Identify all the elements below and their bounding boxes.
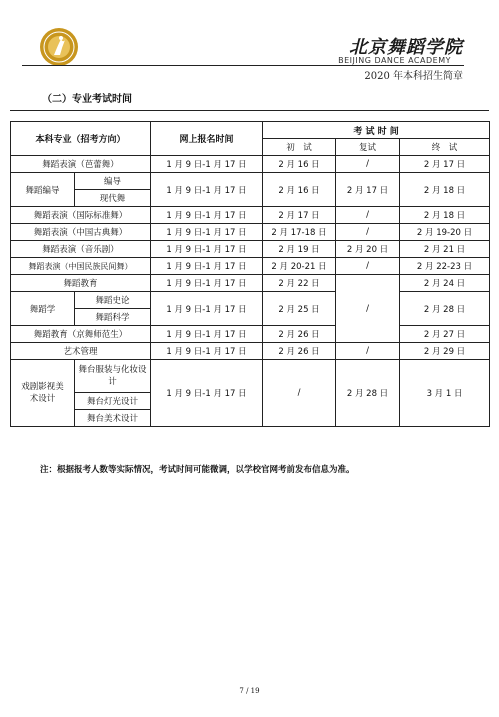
table-row — [11, 360, 490, 393]
online-cell: 1 月 9 日-1 月 17 日 — [151, 258, 263, 275]
table-row — [11, 258, 490, 275]
major-cell: 舞蹈表演（中国古典舞） — [11, 224, 151, 241]
final-exam-cell: 2 月 19-20 日 — [400, 224, 490, 241]
first-exam-cell: 2 月 19 日 — [263, 241, 336, 258]
online-cell: 1 月 9 日-1 月 17 日 — [151, 360, 263, 427]
direction-cell: 舞蹈科学 — [75, 309, 151, 326]
first-exam-cell: 2 月 16 日 — [263, 173, 336, 207]
online-cell: 1 月 9 日-1 月 17 日 — [151, 343, 263, 360]
header-exam: 考 试 时 间 — [263, 122, 490, 139]
brochure-title: 2020 年本科招生简章 — [364, 71, 463, 82]
major-cell: 舞蹈表演（芭蕾舞） — [11, 156, 151, 173]
header-final: 终 试 — [400, 139, 490, 156]
major-cell: 艺术管理 — [11, 343, 151, 360]
final-exam-cell: 2 月 27 日 — [400, 326, 490, 343]
brand-name-cn: 北京舞蹈学院 — [349, 37, 463, 58]
header-second: 复试 — [336, 139, 400, 156]
final-exam-cell: 2 月 24 日 — [400, 275, 490, 292]
header-online: 网上报名时间 — [151, 122, 263, 156]
major-cell: 舞蹈学 — [11, 292, 75, 326]
major-cell: 舞蹈教育 — [11, 275, 151, 292]
online-cell: 1 月 9 日-1 月 17 日 — [151, 326, 263, 343]
direction-cell: 舞台美术设计 — [75, 410, 151, 427]
table-row — [11, 207, 490, 224]
second-exam-cell: / — [336, 343, 400, 360]
major-cell: 戏剧影视美术设计 — [11, 360, 75, 427]
direction-cell: 舞台服装与化妆设计 — [75, 360, 151, 393]
first-exam-cell: 2 月 16 日 — [263, 156, 336, 173]
first-exam-cell: 2 月 20-21 日 — [263, 258, 336, 275]
online-cell: 1 月 9 日-1 月 17 日 — [151, 224, 263, 241]
header-first: 初 试 — [263, 139, 336, 156]
second-exam-cell: 2 月 17 日 — [336, 173, 400, 207]
direction-cell: 编导 — [75, 173, 151, 190]
final-exam-cell: 2 月 18 日 — [400, 207, 490, 224]
online-cell: 1 月 9 日-1 月 17 日 — [151, 292, 263, 326]
online-cell: 1 月 9 日-1 月 17 日 — [151, 156, 263, 173]
major-cell: 舞蹈表演（国际标准舞） — [11, 207, 151, 224]
first-exam-cell: 2 月 26 日 — [263, 343, 336, 360]
table-row — [11, 343, 490, 360]
table-row — [11, 224, 490, 241]
first-exam-cell: / — [263, 360, 336, 427]
second-exam-cell: / — [336, 275, 400, 343]
header-divider — [22, 65, 464, 66]
exam-schedule-table — [10, 121, 490, 427]
final-exam-cell: 3 月 1 日 — [400, 360, 490, 427]
table-row — [11, 326, 490, 343]
second-exam-cell: / — [336, 224, 400, 241]
final-exam-cell: 2 月 17 日 — [400, 156, 490, 173]
page-number: 7 / 19 — [239, 687, 260, 695]
table-row — [11, 156, 490, 173]
major-cell: 舞蹈教育（京舞师范生） — [11, 326, 151, 343]
first-exam-cell: 2 月 22 日 — [263, 275, 336, 292]
table-row — [11, 173, 490, 190]
final-exam-cell: 2 月 22-23 日 — [400, 258, 490, 275]
final-exam-cell: 2 月 28 日 — [400, 292, 490, 326]
final-exam-cell: 2 月 29 日 — [400, 343, 490, 360]
section-title: （二）专业考试时间 — [42, 94, 132, 105]
first-exam-cell: 2 月 25 日 — [263, 292, 336, 326]
major-cell: 舞蹈编导 — [11, 173, 75, 207]
direction-cell: 现代舞 — [75, 190, 151, 207]
second-exam-cell: / — [336, 156, 400, 173]
first-exam-cell: 2 月 17-18 日 — [263, 224, 336, 241]
direction-cell: 舞台灯光设计 — [75, 393, 151, 410]
second-exam-cell: / — [336, 258, 400, 275]
academy-logo-icon — [39, 27, 79, 67]
direction-cell: 舞蹈史论 — [75, 292, 151, 309]
online-cell: 1 月 9 日-1 月 17 日 — [151, 241, 263, 258]
first-exam-cell: 2 月 17 日 — [263, 207, 336, 224]
first-exam-cell: 2 月 26 日 — [263, 326, 336, 343]
table-row — [11, 241, 490, 258]
second-exam-cell: / — [336, 207, 400, 224]
final-exam-cell: 2 月 21 日 — [400, 241, 490, 258]
brand-name-en: BEIJING DANCE ACADEMY — [338, 56, 451, 65]
table-row — [11, 275, 490, 292]
table-header-row — [11, 122, 490, 139]
footnote: 注：根据报考人数等实际情况，考试时间可能微调，以学校官网考前发布信息为准。 — [40, 465, 355, 475]
online-cell: 1 月 9 日-1 月 17 日 — [151, 173, 263, 207]
table-row — [11, 292, 490, 309]
table-top-divider — [10, 110, 489, 111]
major-cell: 舞蹈表演（音乐剧） — [11, 241, 151, 258]
final-exam-cell: 2 月 18 日 — [400, 173, 490, 207]
major-cell: 舞蹈表演（中国民族民间舞） — [11, 258, 151, 275]
online-cell: 1 月 9 日-1 月 17 日 — [151, 207, 263, 224]
header-major: 本科专业（招考方向） — [11, 122, 151, 156]
online-cell: 1 月 9 日-1 月 17 日 — [151, 275, 263, 292]
second-exam-cell: 2 月 20 日 — [336, 241, 400, 258]
second-exam-cell: 2 月 28 日 — [336, 360, 400, 427]
